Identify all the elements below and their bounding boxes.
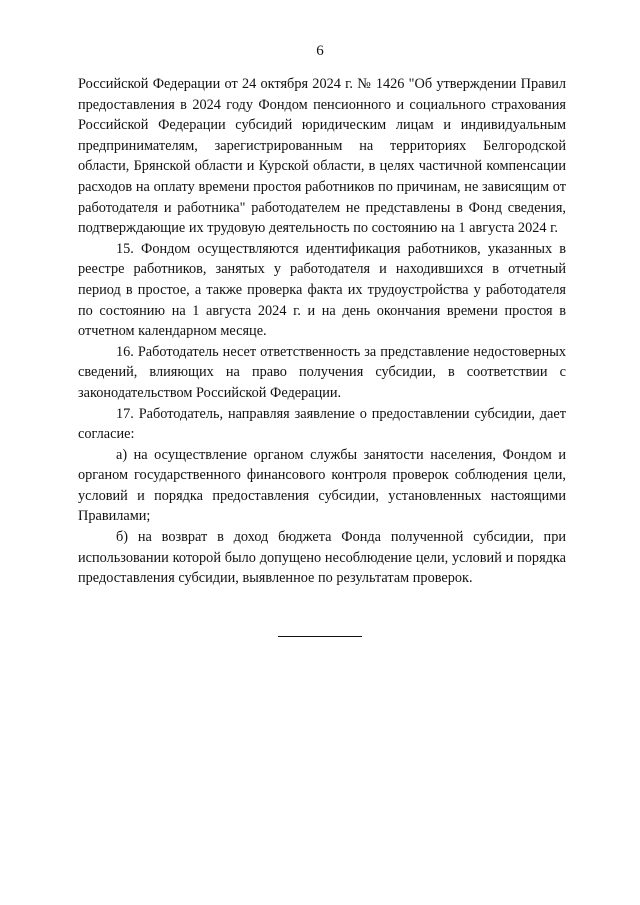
paragraph-item-16: 16. Работодатель несет ответственность за представление недостоверных сведений, влияющих на право получения субсидии, в соответствии с законодательством Российской Федерации.: [78, 343, 566, 401]
paragraph-item-17b: б) на возврат в доход бюджета Фонда полученной субсидии, при использовании которой было допущено несоблюдение цели, условий и порядка предоставления субсидии, выявленное по результатам проверок.: [78, 529, 566, 587]
page-number: 6: [316, 43, 324, 59]
paragraph-item-17a: а) на осуществление органом службы занятости населения, Фондом и органом государственного финансового контроля проверок соблюдения цели, условий и порядка предоставления субсидии, установленных настоящими Правилами;: [78, 446, 566, 525]
document-body: [78, 74, 566, 589]
paragraph-item-15: 15. Фондом осуществляются идентификация работников, указанных в реестре работников, занятых у работодателя и находившихся в отчетный период в простое, а также проверка факта их трудоустройства у работодателя по состоянию на 1 августа 2024 г. и на день окончания времени простоя в отчетном календарном месяце.: [78, 240, 566, 340]
paragraph-continuation: Российской Федерации от 24 октября 2024 г. № 1426 "Об утверждении Правил предоставления в 2024 году Фондом пенсионного и социального страхования Российской Федерации субсидий юридическим лицам и индивидуальным предпринимателям, зарегистрированным на территориях Белгородской области, Брянской области и Курской области, в целях частичной компенсации расходов на оплату времени простоя работников по причинам, не зависящим от работодателя и работника" работодателем не представлены в Фонд сведения, подтверждающие их трудовую деятельность по состоянию на 1 августа 2024 г.: [78, 76, 566, 237]
closing-divider: [278, 636, 362, 637]
paragraph-item-17: 17. Работодатель, направляя заявление о предоставлении субсидии, дает согласие:: [78, 405, 566, 443]
